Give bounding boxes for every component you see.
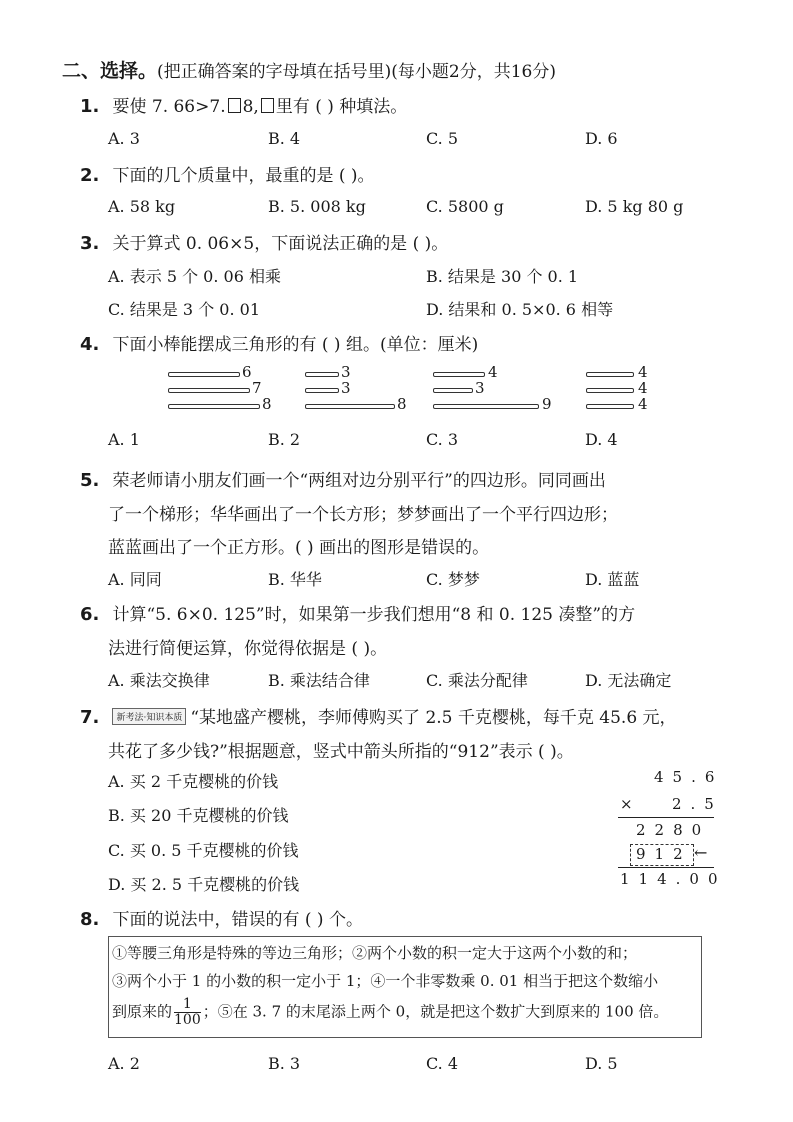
option-b: B. 乘法结合律 xyxy=(268,671,370,690)
fraction-denominator: 100 xyxy=(174,1012,201,1028)
option-b: B. 买 20 千克樱桃的价钱 xyxy=(108,806,289,825)
option-d: D. 5 xyxy=(585,1054,618,1073)
stick-label: 9 xyxy=(542,395,552,413)
stick xyxy=(305,388,339,393)
option-b: B. 5. 008 kg xyxy=(268,197,366,216)
option-d: D. 买 2. 5 千克樱桃的价钱 xyxy=(108,875,300,894)
stick-label: 6 xyxy=(242,363,252,381)
question-6 xyxy=(80,600,635,625)
question-number: 1. xyxy=(80,96,100,117)
blank-box xyxy=(261,98,274,113)
option-b: B. 2 xyxy=(268,430,301,449)
stem-part: 8, xyxy=(242,97,259,117)
option-c: C. 结果是 3 个 0. 01 xyxy=(108,300,260,319)
section-title: 二、选择。 xyxy=(62,60,158,82)
question-stem xyxy=(112,97,407,117)
option-a: A. 2 xyxy=(108,1054,140,1073)
section-heading xyxy=(62,56,556,83)
question-stem: 关于算式 0. 06×5，下面说法正确的是 ( )。 xyxy=(112,234,449,254)
stick-label: 4 xyxy=(638,379,648,397)
stick xyxy=(433,372,485,377)
statement-line: ①等腰三角形是特殊的等边三角形；②两个小数的积一定大于这两个小数的和； xyxy=(112,944,638,962)
question-line: 了一个梯形；华华画出了一个长方形；梦梦画出了一个平行四边形； xyxy=(108,505,618,525)
stick-label: 4 xyxy=(638,363,648,381)
option-a: A. 3 xyxy=(108,129,140,148)
question-stem: 下面小棒能摆成三角形的有 ( ) 组。(单位：厘米) xyxy=(112,335,479,355)
stick xyxy=(586,404,634,409)
question-number: 4. xyxy=(80,334,100,355)
option-a: A. 乘法交换律 xyxy=(108,671,210,690)
option-d: D. 5 kg 80 g xyxy=(585,197,684,216)
question-number: 7. xyxy=(80,707,100,728)
option-b: B. 4 xyxy=(268,129,301,148)
option-d: D. 结果和 0. 5×0. 6 相等 xyxy=(426,300,614,319)
option-d: D. 6 xyxy=(585,129,618,148)
fraction-one-hundredth xyxy=(174,997,201,1028)
stick xyxy=(586,372,634,377)
fraction-numerator: 1 xyxy=(174,997,201,1013)
question-line: 共花了多少钱?”根据题意，竖式中箭头所指的“912”表示 ( )。 xyxy=(108,742,574,762)
question-7 xyxy=(80,703,677,728)
option-c: C. 乘法分配律 xyxy=(426,671,528,690)
stick-label: 3 xyxy=(341,363,351,381)
blank-box xyxy=(228,98,241,113)
question-8 xyxy=(80,905,363,930)
question-line: “某地盛产樱桃，李师傅购买了 2.5 千克樱桃，每千克 45.6 元， xyxy=(190,708,677,728)
stick xyxy=(586,388,634,393)
stick-label: 4 xyxy=(488,363,498,381)
calc-partial-2: 912 xyxy=(636,845,692,863)
stem-part: 要使 7. 66>7. xyxy=(112,97,226,117)
option-c: C. 梦梦 xyxy=(426,570,480,589)
question-stem: 下面的几个质量中，最重的是 ( )。 xyxy=(112,166,375,186)
option-c: C. 买 0. 5 千克樱桃的价钱 xyxy=(108,841,299,860)
stick-label: 8 xyxy=(262,395,272,413)
stick-label: 8 xyxy=(397,395,407,413)
option-a: A. 58 kg xyxy=(108,197,176,216)
question-number: 3. xyxy=(80,233,100,254)
option-c: C. 4 xyxy=(426,1054,459,1073)
calc-rule xyxy=(618,817,714,818)
stick-label: 3 xyxy=(341,379,351,397)
calc-multiplicand: 45.6 xyxy=(654,768,724,786)
stick xyxy=(305,372,339,377)
question-stem: 下面的说法中，错误的有 ( ) 个。 xyxy=(112,910,363,930)
statement-line: ③两个小于 1 的小数的积一定小于 1；④一个非零数乘 0. 01 相当于把这个数缩小 xyxy=(112,972,659,990)
calc-partial-1: 2280 xyxy=(636,821,711,839)
option-a: A. 买 2 千克樱桃的价钱 xyxy=(108,772,279,791)
calc-times-sign: × xyxy=(620,795,642,813)
question-number: 2. xyxy=(80,165,100,186)
calc-result: 114.00 xyxy=(620,870,727,888)
arrow-left-icon: ← xyxy=(694,843,708,862)
option-b: B. 3 xyxy=(268,1054,301,1073)
question-number: 6. xyxy=(80,604,100,625)
question-line: 蓝蓝画出了一个正方形。( ) 画出的图形是错误的。 xyxy=(108,538,490,558)
question-5 xyxy=(80,466,606,491)
new-format-tag: 新考法·知识本质 xyxy=(112,708,186,725)
question-line: 荣老师请小朋友们画一个“两组对边分别平行”的四边形。同同画出 xyxy=(112,471,606,491)
statement-line-3 xyxy=(112,997,668,1028)
option-b: B. 结果是 30 个 0. 1 xyxy=(426,267,579,286)
option-c: C. 5 xyxy=(426,129,459,148)
question-number: 8. xyxy=(80,909,100,930)
stick xyxy=(433,404,539,409)
statement-text: 到原来的 xyxy=(112,1002,173,1021)
stick xyxy=(433,388,473,393)
question-number: 5. xyxy=(80,470,100,491)
stick-label: 7 xyxy=(252,379,262,397)
stick xyxy=(305,404,395,409)
calc-rule xyxy=(618,867,714,868)
stick xyxy=(168,404,260,409)
option-a: A. 同同 xyxy=(108,570,162,589)
question-4 xyxy=(80,330,478,355)
option-d: D. 蓝蓝 xyxy=(585,570,640,589)
option-c: C. 3 xyxy=(426,430,459,449)
option-d: D. 无法确定 xyxy=(585,671,672,690)
stick xyxy=(168,372,240,377)
stick xyxy=(168,388,250,393)
stick-label: 3 xyxy=(475,379,485,397)
option-d: D. 4 xyxy=(585,430,618,449)
question-1 xyxy=(80,92,407,117)
question-2 xyxy=(80,161,375,186)
question-3 xyxy=(80,229,448,254)
stick-label: 4 xyxy=(638,395,648,413)
section-instruction: (把正确答案的字母填在括号里)(每小题2分，共16分) xyxy=(157,62,556,82)
statement-text: ；⑤在 3. 7 的末尾添上两个 0，就是把这个数扩大到原来的 100 倍。 xyxy=(202,1002,669,1021)
option-b: B. 华华 xyxy=(268,570,322,589)
option-a: A. 1 xyxy=(108,430,140,449)
option-c: C. 5800 g xyxy=(426,197,504,216)
option-a: A. 表示 5 个 0. 06 相乘 xyxy=(108,267,281,286)
stem-part: 里有 ( ) 种填法。 xyxy=(275,97,408,117)
calc-multiplier: 2.5 xyxy=(672,795,723,813)
question-line: 计算“5. 6×0. 125”时，如果第一步我们想用“8 和 0. 125 凑整”的方 xyxy=(112,605,636,625)
question-line: 法进行简便运算，你觉得依据是 ( )。 xyxy=(108,639,388,659)
